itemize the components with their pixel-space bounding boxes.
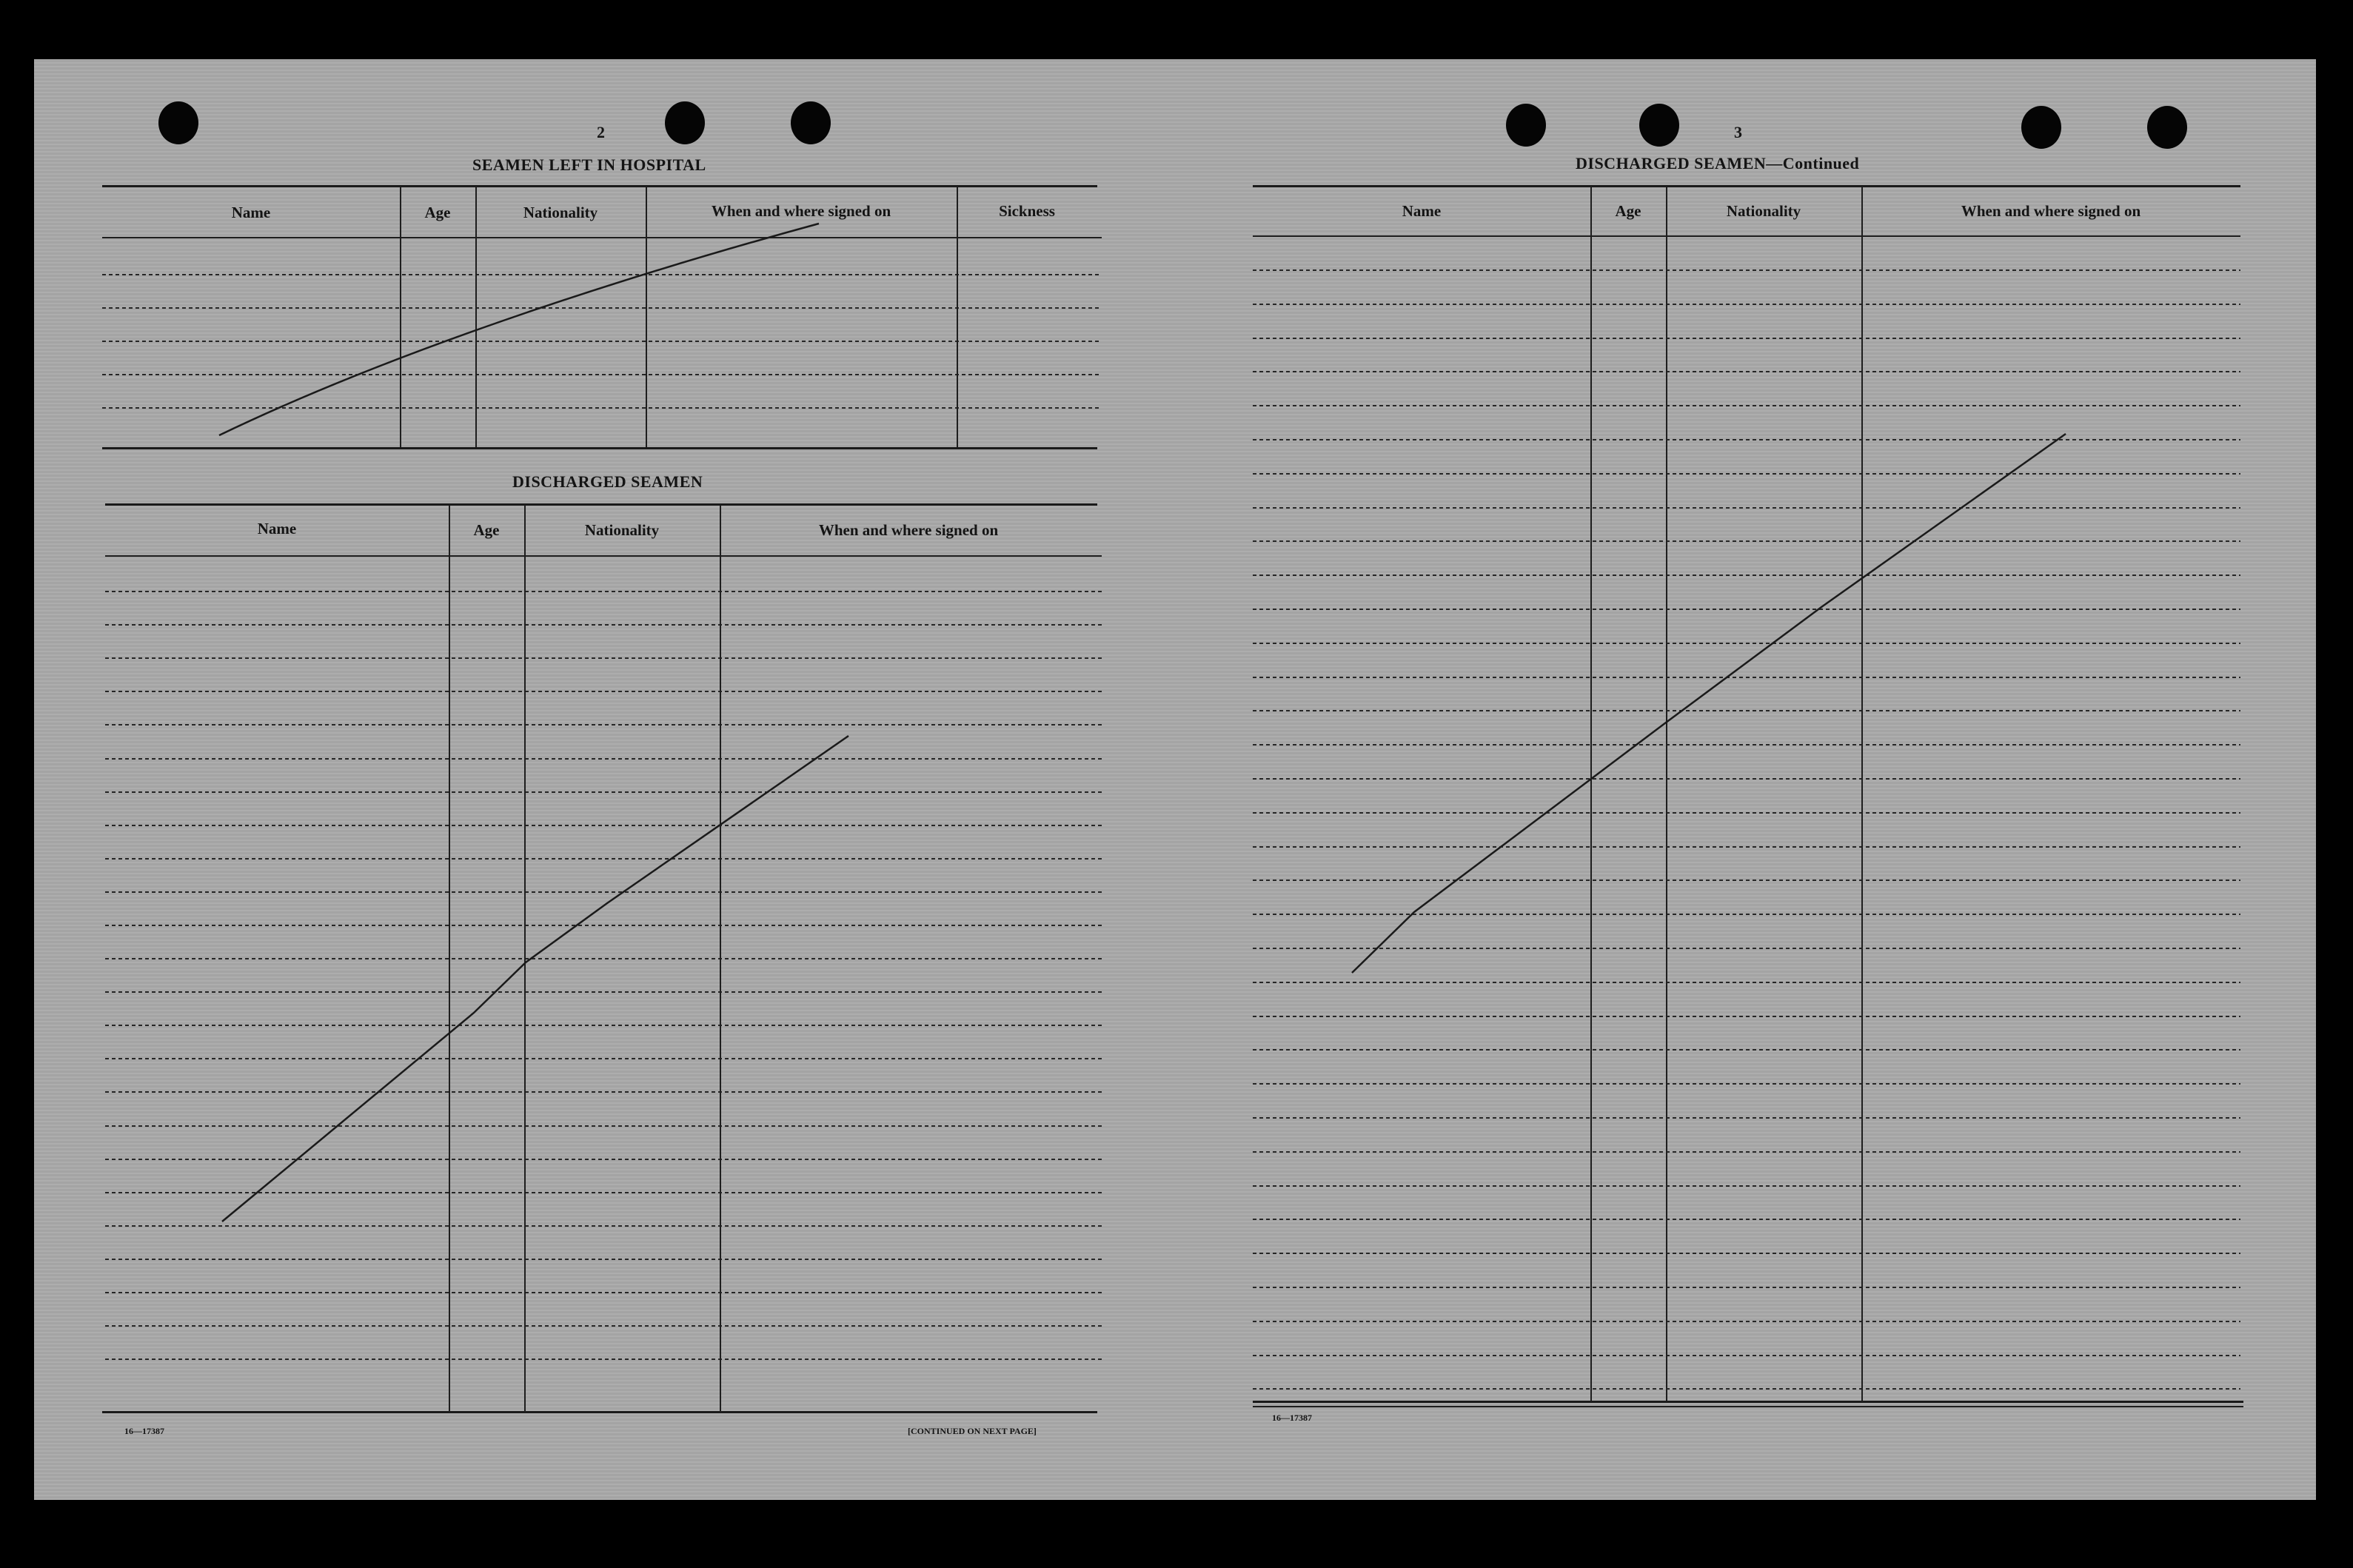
form-row-line	[105, 691, 1102, 692]
form-row-line	[1253, 540, 2240, 542]
table-bottom-rule	[102, 447, 1097, 449]
form-row-line	[1253, 1049, 2240, 1051]
form-row-line	[1253, 1287, 2240, 1288]
column-header-age: Age	[424, 204, 451, 221]
form-row-line	[1253, 473, 2240, 475]
header-rule	[1253, 235, 2240, 237]
form-row-line	[1253, 338, 2240, 339]
form-row-line	[105, 724, 1102, 726]
form-row-line	[105, 1225, 1102, 1227]
form-row-line	[1253, 507, 2240, 509]
section-title-discharged: DISCHARGED SEAMEN	[512, 472, 703, 491]
section-title-hospital: SEAMEN LEFT IN HOSPITAL	[472, 155, 706, 174]
column-divider	[524, 505, 526, 1413]
column-header-name: Name	[1402, 202, 1442, 220]
punch-hole	[2021, 106, 2061, 149]
column-divider	[1590, 187, 1592, 1401]
form-row-line	[1253, 643, 2240, 644]
form-row-line	[1253, 914, 2240, 915]
form-row-line	[1253, 948, 2240, 949]
column-divider	[475, 187, 477, 447]
form-row-line	[1253, 677, 2240, 678]
form-row-line	[1253, 1388, 2240, 1390]
form-row-line	[105, 657, 1102, 659]
column-header-signed-on: When and where signed on	[818, 521, 999, 539]
column-divider	[720, 505, 721, 1413]
continued-note: [CONTINUED ON NEXT PAGE]	[908, 1426, 1037, 1436]
column-divider	[1861, 187, 1863, 1401]
form-row-line	[1253, 371, 2240, 372]
form-row-line	[105, 591, 1102, 592]
form-row-line	[1253, 1083, 2240, 1085]
punch-hole	[2147, 106, 2187, 149]
header-rule	[102, 237, 1102, 238]
form-row-line	[1253, 744, 2240, 746]
column-header-name: Name	[257, 520, 297, 537]
form-row-line	[102, 307, 1102, 309]
form-row-line	[102, 407, 1102, 409]
form-row-line	[105, 1025, 1102, 1026]
column-header-nationality: Nationality	[584, 521, 660, 539]
form-row-line	[105, 991, 1102, 993]
column-divider	[957, 187, 958, 447]
column-header-sickness: Sickness	[999, 202, 1055, 220]
punch-hole	[791, 101, 831, 144]
column-header-nationality: Nationality	[1726, 202, 1801, 220]
form-row-line	[1253, 710, 2240, 711]
form-row-line	[1253, 1355, 2240, 1356]
form-row-line	[1253, 778, 2240, 780]
form-row-line	[102, 274, 1102, 275]
column-divider	[646, 187, 647, 447]
form-row-line	[1253, 439, 2240, 440]
form-number: 16—17387	[1272, 1413, 1312, 1423]
form-row-line	[105, 1192, 1102, 1193]
punch-hole	[158, 101, 198, 144]
form-row-line	[105, 1325, 1102, 1327]
form-row-line	[105, 1358, 1102, 1360]
form-row-line	[1253, 880, 2240, 881]
column-divider	[1666, 187, 1667, 1401]
form-row-line	[105, 1091, 1102, 1093]
form-row-line	[105, 1058, 1102, 1059]
form-row-line	[105, 1125, 1102, 1127]
form-row-line	[105, 958, 1102, 959]
form-row-line	[1253, 574, 2240, 576]
form-row-line	[105, 825, 1102, 826]
form-row-line	[105, 791, 1102, 793]
column-divider	[400, 187, 401, 447]
punch-hole	[1639, 104, 1679, 147]
column-header-signed-on: When and where signed on	[1961, 202, 2141, 220]
form-row-line	[1253, 304, 2240, 305]
form-row-line	[105, 858, 1102, 860]
form-number: 16—17387	[124, 1426, 164, 1436]
table-bottom-rule	[102, 1411, 1097, 1413]
form-row-line	[105, 925, 1102, 926]
form-row-line	[1253, 1185, 2240, 1187]
punch-hole	[1506, 104, 1546, 147]
page-number: 3	[1734, 123, 1742, 141]
form-row-line	[105, 758, 1102, 760]
form-row-line	[1253, 812, 2240, 814]
form-row-line	[102, 374, 1102, 375]
form-row-line	[105, 624, 1102, 626]
form-row-line	[105, 1292, 1102, 1293]
form-row-line	[105, 1159, 1102, 1160]
form-row-line	[1253, 846, 2240, 848]
column-header-nationality: Nationality	[523, 204, 598, 221]
form-row-line	[1253, 1016, 2240, 1017]
table-top-rule	[1253, 185, 2240, 187]
column-header-name: Name	[231, 204, 271, 221]
form-row-line	[105, 891, 1102, 893]
table-top-rule	[102, 185, 1097, 187]
form-row-line	[102, 341, 1102, 342]
form-row-line	[1253, 405, 2240, 406]
header-rule	[105, 555, 1102, 557]
form-row-line	[1253, 1321, 2240, 1322]
form-row-line	[1253, 1117, 2240, 1119]
form-row-line	[1253, 1253, 2240, 1254]
column-header-age: Age	[1615, 202, 1641, 220]
table-top-rule	[105, 503, 1097, 506]
form-row-line	[1253, 269, 2240, 271]
column-header-age: Age	[473, 521, 500, 539]
table-bottom-rule	[1253, 1406, 2243, 1407]
column-header-signed-on: When and where signed on	[711, 202, 891, 220]
form-row-line	[1253, 982, 2240, 983]
form-row-line	[1253, 1151, 2240, 1153]
page-number: 2	[597, 123, 605, 141]
punch-hole	[665, 101, 705, 144]
column-divider	[449, 505, 450, 1413]
section-title-discharged-continued: DISCHARGED SEAMEN—Continued	[1576, 154, 1860, 172]
form-row-line	[1253, 1219, 2240, 1220]
form-row-line	[105, 1259, 1102, 1260]
form-row-line	[1253, 609, 2240, 610]
table-bottom-rule	[1253, 1401, 2243, 1403]
